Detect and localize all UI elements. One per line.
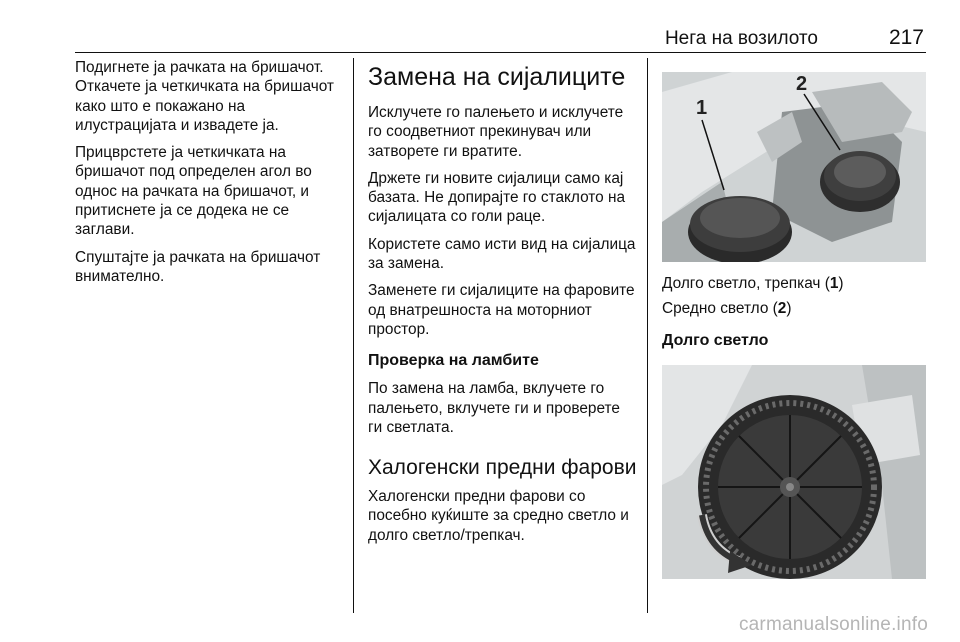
column-3 bbox=[662, 58, 926, 579]
paragraph-ignition-off: Исклучете го палењето и исклучете го соодветниот прекинувач или затворете ги вратите. bbox=[368, 104, 624, 160]
paragraph-same-type: Користете само исти вид на сијалица за замена. bbox=[368, 235, 636, 273]
headlight-rear-illustration bbox=[662, 72, 926, 262]
column-divider-1 bbox=[353, 58, 354, 613]
column-2 bbox=[368, 58, 638, 553]
section-heading-bulb-replacement: Замена на сијалиците bbox=[368, 63, 626, 91]
paragraph-engine-compartment: Заменете ги сијалиците на фаровите од внатрешноста на моторниот простор. bbox=[368, 282, 635, 338]
column-1 bbox=[75, 58, 345, 294]
subheading-bulb-check: Проверка на ламбите bbox=[368, 352, 539, 370]
caption-low-beam: Средно светло (2) bbox=[662, 300, 792, 318]
heading-high-beam: Долго светло bbox=[662, 331, 769, 349]
section-title: Нега на возилото bbox=[664, 28, 818, 49]
paragraph-halogen-housing: Халогенски предни фарови со посебно куќиште за средно светло и долго светло/трепкач. bbox=[368, 488, 629, 544]
callout-2: 2 bbox=[796, 73, 808, 95]
callout-1: 1 bbox=[696, 97, 708, 119]
caption-high-beam: Долго светло, трепкач (1) bbox=[662, 275, 844, 292]
paragraph-hold-base: Држете ги новите сијалици само кај базата. Не допирајте го стаклото на сијалицата со голи раце. bbox=[368, 169, 626, 226]
high-beam-cap-illustration bbox=[662, 365, 926, 579]
high-beam-cap-photo bbox=[662, 365, 926, 579]
page-number: 217 bbox=[888, 26, 924, 49]
paragraph-lower-arm: Спуштајте ја рачката на бришачот внимателно. bbox=[75, 248, 321, 285]
heading-halogen-headlights: Халогенски предни фарови bbox=[368, 456, 637, 480]
watermark: carmanualsonline.info bbox=[738, 614, 928, 635]
headlight-rear-photo bbox=[662, 72, 926, 262]
page-header bbox=[75, 24, 926, 53]
paragraph-lift-wiper: Подигнете ја рачката на бришачот. Откачете ја четкичката на бришачот како што е покажано на илустрацијата и извадете ја. bbox=[75, 59, 334, 134]
paragraph-attach-blade: Прицврстете ја четкичката на бришачот под определен агол во однос на рачката на бришачот, и притиснете ја се додека не се заглави. bbox=[75, 144, 312, 239]
paragraph-check-lights: По замена на ламба, вклучете го палењето, вклучете ги и проверете ги светлата. bbox=[368, 380, 620, 436]
figure-caption bbox=[662, 274, 926, 319]
column-divider-2 bbox=[647, 58, 648, 613]
